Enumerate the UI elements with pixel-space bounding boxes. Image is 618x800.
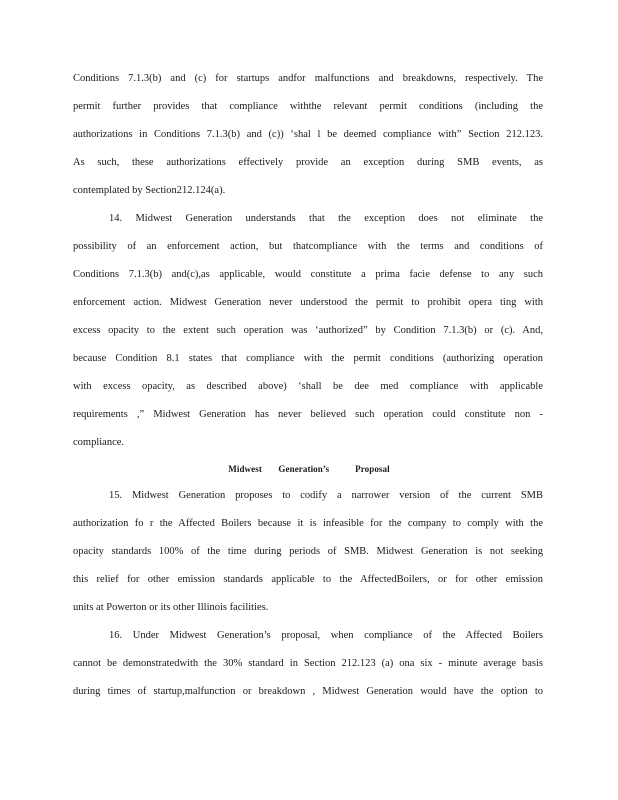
paragraph-line: possibility of an enforcement action, but thatcompliance with the terms and conditions of bbox=[73, 241, 543, 252]
paragraph-line: permit further provides that compliance withthe relevant permit conditions (including the bbox=[73, 101, 543, 112]
paragraph-line: opacity standards 100% of the time during periods of SMB. Midwest Generation is not seeking bbox=[73, 546, 543, 557]
paragraph-line: units at Powerton or its other Illinois facilities. bbox=[73, 602, 269, 613]
paragraph-line: compliance. bbox=[73, 437, 125, 448]
paragraph-line: with excess opacity, as described above) ‘shall be dee med compliance with applicable bbox=[73, 381, 543, 392]
paragraph-line: 15. Midwest Generation proposes to codify a narrower version of the current SMB bbox=[109, 490, 543, 501]
paragraph-line: during times of startup,malfunction or breakdown , Midwest Generation would have the option to bbox=[73, 686, 543, 697]
paragraph-line: cannot be demonstratedwith the 30% standard in Section 212.123 (a) ona six - minute average basis bbox=[73, 658, 543, 669]
paragraph-line: Conditions 7.1.3(b) and (c) for startups andfor malfunctions and breakdowns, respectively. The bbox=[73, 73, 543, 84]
paragraph-line: authorizations in Conditions 7.1.3(b) and (c)) ‘shal l be deemed compliance with” Section 212.123. bbox=[73, 129, 543, 140]
paragraph-line: excess opacity to the extent such operation was ‘authorized” by Condition 7.1.3(b) or (c). And, bbox=[73, 325, 543, 336]
paragraph-line: authorization fo r the Affected Boilers because it is infeasible for the company to comply with the bbox=[73, 518, 543, 529]
section-heading: Midwest Generation’s Proposal bbox=[228, 464, 390, 474]
paragraph-line: Conditions 7.1.3(b) and(c),as applicable, would constitute a prima facie defense to any such bbox=[73, 269, 543, 280]
paragraph-line: requirements ,” Midwest Generation has never believed such operation could constitute non - bbox=[73, 409, 543, 420]
paragraph-line: 14. Midwest Generation understands that the exception does not eliminate the bbox=[109, 213, 543, 224]
paragraph-line: this relief for other emission standards applicable to the AffectedBoilers, or for other emission bbox=[73, 574, 543, 585]
paragraph-line: contemplated by Section212.124(a). bbox=[73, 185, 226, 196]
paragraph-line: enforcement action. Midwest Generation never understood the permit to prohibit opera ting with bbox=[73, 297, 543, 308]
paragraph-line: 16. Under Midwest Generation’s proposal, when compliance of the Affected Boilers bbox=[109, 630, 543, 641]
paragraph-line: As such, these authorizations effectively provide an exception during SMB events, as bbox=[73, 157, 543, 168]
paragraph-line: because Condition 8.1 states that compliance with the permit conditions (authorizing operation bbox=[73, 353, 543, 364]
